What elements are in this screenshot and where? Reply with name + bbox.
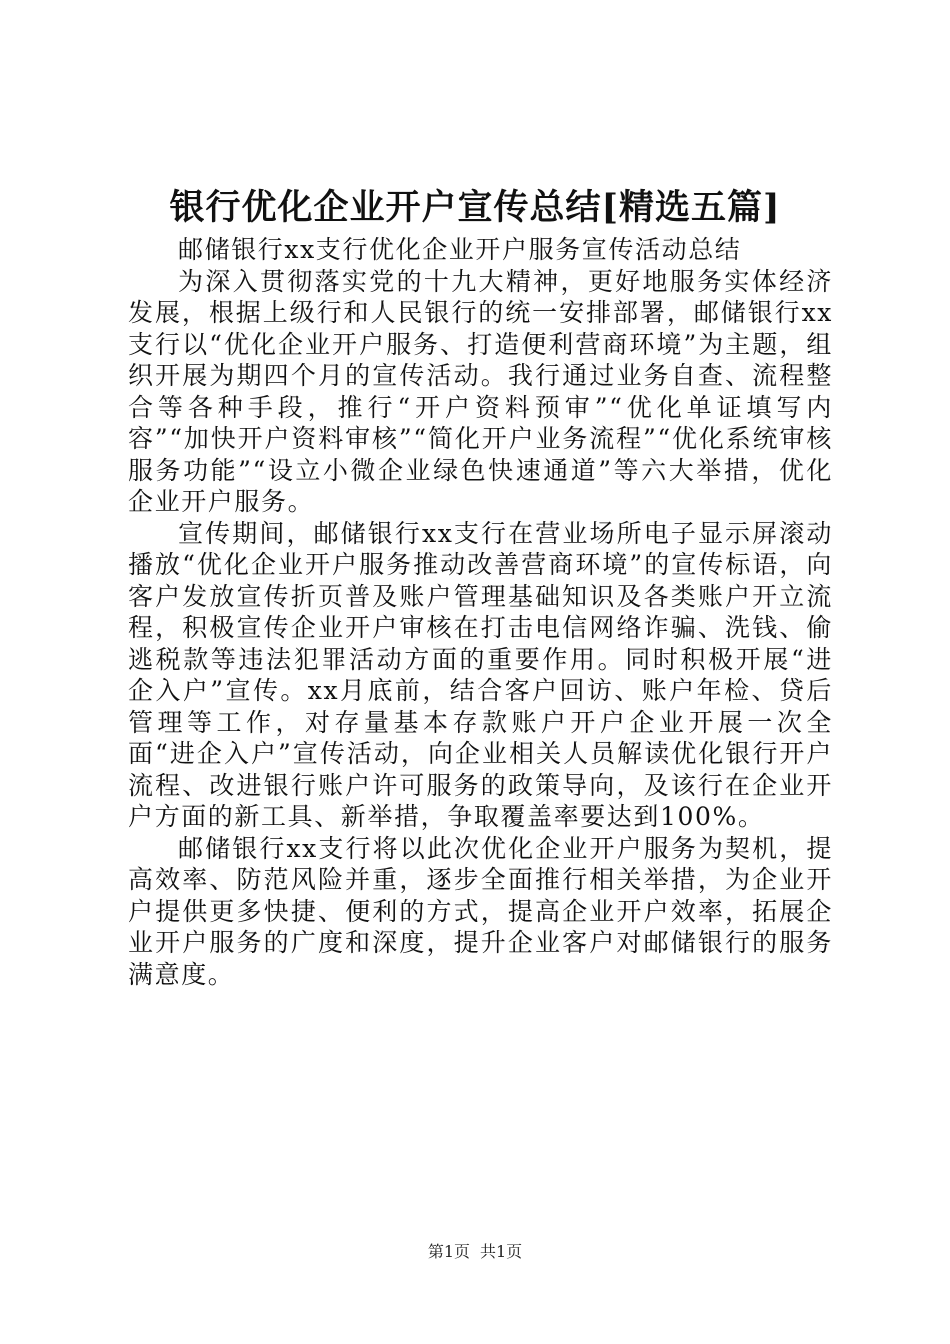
body-paragraph: 邮储银行xx支行将以此次优化企业开户服务为契机，提高效率、防范风险并重，逐步全面推行相关举措，为企业开户提供更多快捷、便利的方式，提高企业开户效率，拓展企业开户服务的广度和深度，提升企业客户对邮储银行的服务满意度。 [128,833,833,989]
document-body [128,234,833,990]
document-title: 银行优化企业开户宣传总结[精选五篇] [169,187,781,228]
body-paragraph: 为深入贯彻落实党的十九大精神，更好地服务实体经济发展，根据上级行和人民银行的统一安排部署，邮储银行xx支行以“优化企业开户服务、打造便利营商环境”为主题，组织开展为期四个月的宣传活动。我行通过业务自查、流程整合等各种手段，推行“开户资料预审”“优化单证填写内容”“加快开户资料审核”“简化开户业务流程”“优化系统审核服务功能”“设立小微企业绿色快速通道”等六大举措，优化企业开户服务。 [128,266,833,516]
body-paragraph: 宣传期间，邮储银行xx支行在营业场所电子显示屏滚动播放“优化企业开户服务推动改善营商环境”的宣传标语，向客户发放宣传折页普及账户管理基础知识及各类账户开立流程，积极宣传企业开户审核在打击电信网络诈骗、洗钱、偷逃税款等违法犯罪活动方面的重要作用。同时积极开展“进企入户”宣传。xx月底前，结合客户回访、账户年检、贷后管理等工作，对存量基本存款账户开户企业开展一次全面“进企入户”宣传活动，向企业相关人员解读优化银行开户流程、改进银行账户许可服务的政策导向，及该行在企业开户方面的新工具、新举措，争取覆盖率要达到100%。 [128,518,833,831]
subtitle-paragraph: 邮储银行xx支行优化企业开户服务宣传活动总结 [178,235,742,264]
page-total: 共1页 [480,1242,523,1261]
page-number: 第1页 [427,1242,470,1261]
page-footer [0,1241,950,1263]
